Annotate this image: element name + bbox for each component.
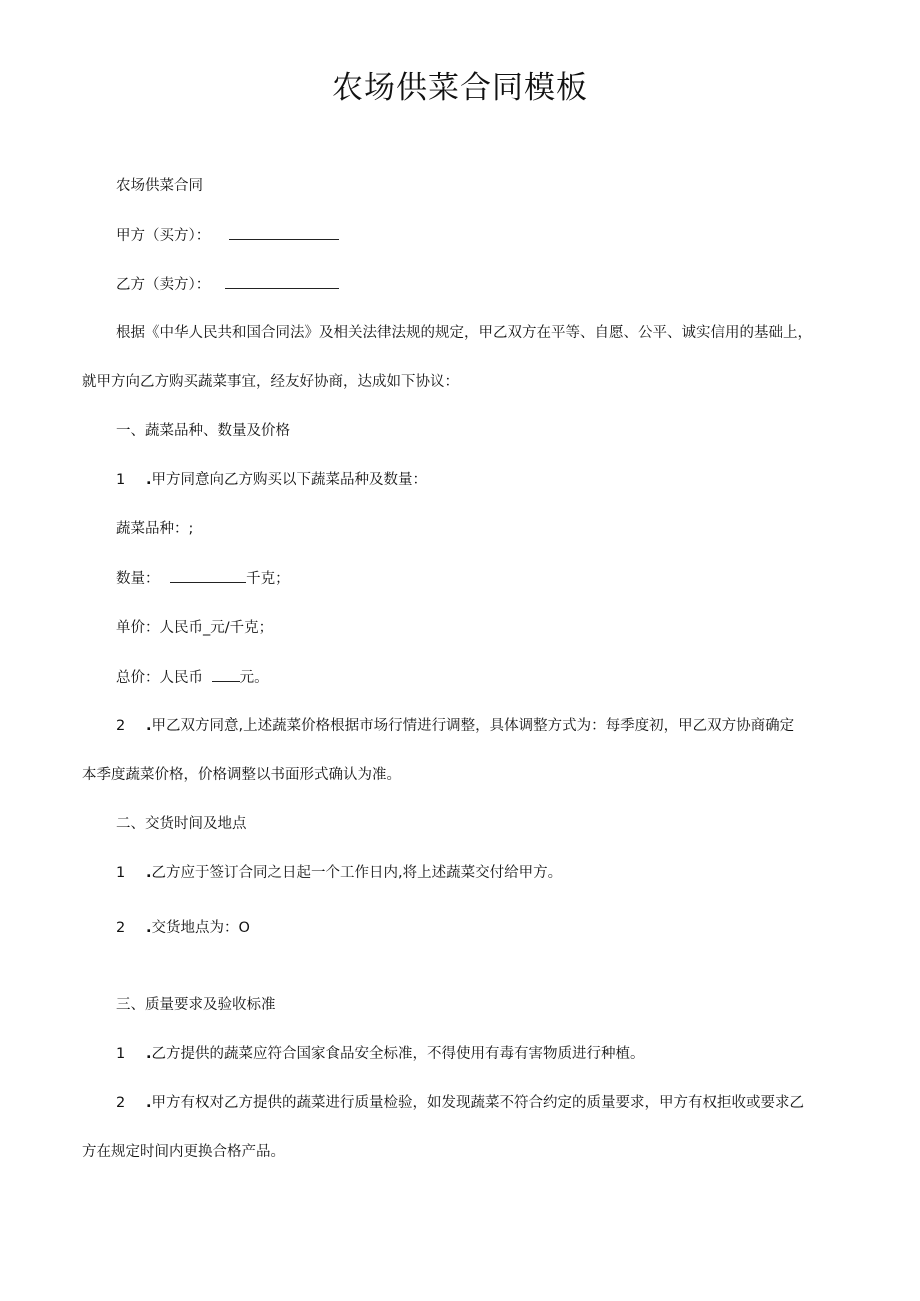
vegetable-variety: 蔬菜品种：; <box>116 521 194 537</box>
preamble-line-2: 就甲方向乙方购买蔬菜事宜，经友好协商，达成如下协议： <box>82 374 459 390</box>
section-2-heading: 二、交货时间及地点 <box>116 816 247 832</box>
quantity-unit: 千克； <box>246 571 290 587</box>
section-3-item-1 <box>116 1044 645 1064</box>
item-number: 2 <box>116 718 126 734</box>
party-a-blank[interactable] <box>229 225 339 240</box>
contract-subtitle: 农场供菜合同 <box>116 178 203 194</box>
document-title: 农场供菜合同模板 <box>332 70 588 106</box>
item-dot: . <box>146 718 152 734</box>
section-2-item-1 <box>116 863 562 883</box>
item-text: 乙方应于签订合同之日起一个工作日内,将上述蔬菜交付给甲方。 <box>151 865 563 881</box>
party-a-label: 甲方（买方）： <box>116 228 211 244</box>
section-1-item-2-line-2: 本季度蔬菜价格，价格调整以书面形式确认为准。 <box>82 767 401 783</box>
item-text: 甲方同意向乙方购买以下蔬菜品种及数量： <box>151 472 428 488</box>
party-b-label: 乙方（卖方）： <box>116 277 211 293</box>
item-dot: . <box>146 920 152 936</box>
unit-price-line: 单价：人民币_元/千克； <box>116 620 274 636</box>
section-2-item-2 <box>116 918 250 938</box>
quantity-line <box>116 568 290 589</box>
item-text: 交货地点为：O <box>151 920 250 936</box>
item-dot: . <box>146 865 152 881</box>
party-b-line <box>116 274 339 295</box>
item-dot: . <box>146 1046 152 1062</box>
section-1-heading: 一、蔬菜品种、数量及价格 <box>116 423 290 439</box>
item-text: 甲乙双方同意,上述蔬菜价格根据市场行情进行调整，具体调整方式为：每季度初，甲乙双方协商确定 <box>151 718 795 734</box>
section-1-item-2-line-1 <box>116 716 794 736</box>
item-number: 1 <box>116 1046 126 1062</box>
item-number: 1 <box>116 865 126 881</box>
total-blank[interactable] <box>212 667 240 682</box>
item-text: 甲方有权对乙方提供的蔬菜进行质量检验，如发现蔬菜不符合约定的质量要求，甲方有权拒收或要求乙 <box>151 1095 805 1111</box>
item-dot: . <box>146 1095 152 1111</box>
total-unit: 元。 <box>239 670 269 686</box>
party-b-blank[interactable] <box>225 274 339 289</box>
section-3-item-2-line-2: 方在规定时间内更换合格产品。 <box>82 1144 285 1160</box>
section-1-item-1 <box>116 470 427 490</box>
section-3-heading: 三、质量要求及验收标准 <box>116 997 276 1013</box>
party-a-line <box>116 225 339 246</box>
total-label: 总价：人民币 <box>116 670 203 686</box>
quantity-label: 数量： <box>116 571 160 587</box>
preamble-line-1: 根据《中华人民共和国合同法》及相关法律法规的规定，甲乙双方在平等、自愿、公平、诚实信用的基础上， <box>116 325 812 341</box>
item-number: 1 <box>116 472 126 488</box>
section-3-item-2-line-1 <box>116 1093 804 1113</box>
item-dot: . <box>146 472 152 488</box>
total-price-line <box>116 667 269 688</box>
quantity-blank[interactable] <box>170 568 246 583</box>
item-number: 2 <box>116 920 126 936</box>
item-text: 乙方提供的蔬菜应符合国家食品安全标准，不得使用有毒有害物质进行种植。 <box>151 1046 645 1062</box>
item-number: 2 <box>116 1095 126 1111</box>
